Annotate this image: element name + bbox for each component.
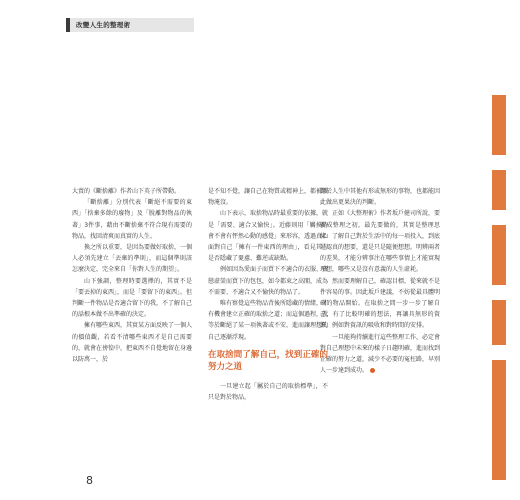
running-header [66,18,194,32]
text-column-1 [72,186,192,365]
paragraph: 是不知不覺，讓自己在物質或精神上，都被雜物淹沒。 [208,188,329,207]
paragraph: 對於人生中其他有形或無形的事物，也都能因此做出更果決的判斷。 [320,188,441,207]
edge-thumb-tab [492,225,506,285]
header-title: 改變人生的整理術 [76,21,131,29]
paragraph: 例如因為愛面子而買下不適合的衣服、貪戀虛榮而買下的包包，如今都束之高閣，成為不需要、不適合又不愉快的物品了。 [208,266,329,296]
page-number: 8 [86,474,93,487]
paragraph: 唯有察覺這些物品背後所隱藏的情緒，才有機會建立正確的取捨之道；而這個過程，就等於斷絕了某一項執著或不安，進而讓理想的自己逐漸浮現。 [208,300,329,341]
paragraph: 換之所以重要，是因為要做好取捨，一個人必須先建立「丟棄的準則」，而這個準則該怎麼決定，完全來自「你對人生的期望」。 [72,244,193,274]
paragraph: 山下強調，整理時要選擇的，其實不是「要丟掉的東西」，而是「要留下的東西」。但判斷一件物品是否適合留下的我，不了解自己的話根本做不出準確的決定。 [72,277,193,319]
text-column-3 [320,186,440,376]
paragraph: 擁有哪些東西，其實某方面反映了一個人的價值觀，若看不清哪些東西才是自己需要的，就會在徬徨中，把東西不自覺地留在身邊以防萬一，於 [72,322,193,364]
edge-thumb-tab [492,360,506,480]
edge-thumb-tab [492,300,506,345]
paragraph-text: 一旦能夠持續進行這些整理工作，必定會對自己理想中未來的樣子日趨明確，進而找到正確的努力之道，減少不必要的冤枉路，早別人一步達到成功。 [320,333,441,375]
edge-thumb-tab [492,170,506,210]
paragraph: 山下表示，取捨物品時最重要的依據，就是「需要、適合又愉快」。近藤則用「觸摸時會不會有怦然心動的感覺」來形容，透過真心面對自己「擁有一件東西的理由」，看見其中是否隱藏了憂慮、難逆或缺點。 [208,210,329,263]
section-subheading: 在取捨間了解自己，找到正確的努力之道 [208,349,328,372]
paragraph: 一旦建立起「屬於自己的取捨標準」，不只是對於物品， [208,382,328,402]
paragraph: 「斷捨離」分別代表「斷絕不需要的東西」「捨棄多餘的廢物」及「脫離對物品的執著」3件事，藉由不斷捨棄不符合現有需要的物品，找回清爽而真實的人生。 [72,199,192,240]
edge-thumb-tab [492,95,506,155]
header-accent-bar [66,18,70,32]
paragraph [320,332,440,377]
end-mark-icon [370,368,375,373]
paragraph: 然而要理解自己，確認目標，從來就不是件容易的事。因此坂戶建議，不妨從最具體明確的物品開始。在取捨之間一步一步了解自己，有了比較明確的想法，再讓具無形的資源，例如對資訊的吸收和對時間的安排。 [320,277,441,330]
paragraph: 正如《大整理術》作者坂戶健司所說，要養成整理之初，最先要做的，其實是整理思緒：了解自己對於生活中的每一項投入，到底是認真的想要，還是只是隨便想想。明辨兩者的差異，才能分辨事注在哪些事情上才能實現理想，哪些又是沒有意義的人生虛耗。 [320,210,441,274]
paragraph: 大賣的《斷捨離》作者山下英子所帶動。 [72,188,181,195]
text-column-2 [208,186,328,403]
